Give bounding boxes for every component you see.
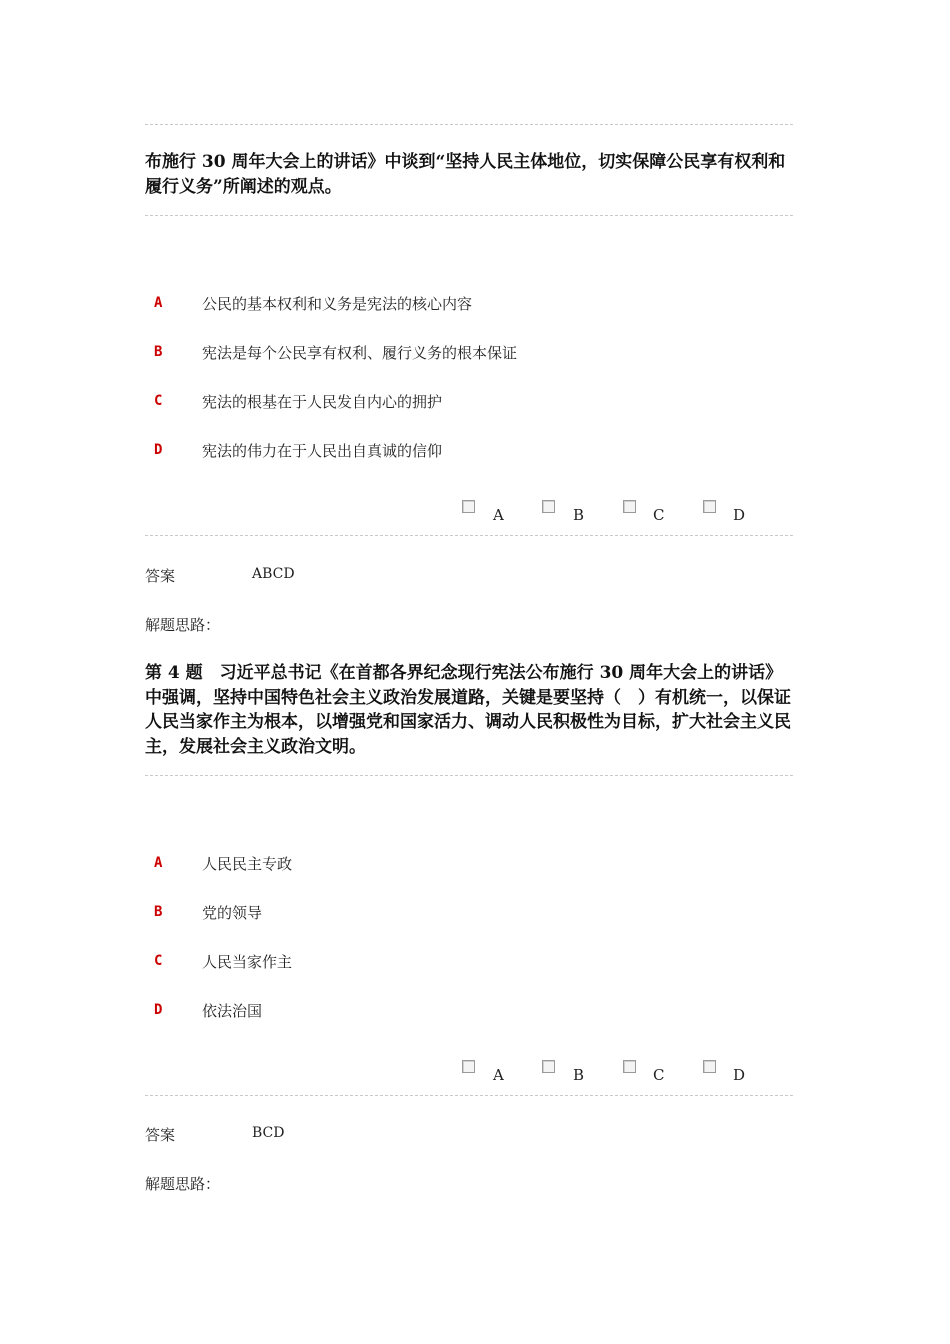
checkbox-label: A — [493, 1066, 504, 1084]
checkbox-c[interactable] — [623, 500, 636, 513]
checkbox-b[interactable] — [542, 1060, 555, 1073]
option-text: 依法治国 — [202, 1002, 263, 1020]
checkbox-b[interactable] — [542, 500, 555, 513]
checkbox-label: A — [493, 506, 504, 524]
answer-label: 答案 — [145, 1126, 176, 1144]
checkbox-label: B — [573, 506, 585, 524]
checkbox-label: C — [653, 506, 665, 524]
checkbox-c[interactable] — [623, 1060, 636, 1073]
option-letter: A — [154, 295, 163, 311]
option-letter: B — [154, 904, 163, 920]
checkbox-label: C — [653, 1066, 665, 1084]
option-letter: B — [154, 344, 163, 360]
answer-value: ABCD — [252, 566, 295, 582]
divider — [145, 535, 793, 536]
option-letter: D — [154, 1002, 163, 1018]
checkbox-a[interactable] — [462, 1060, 475, 1073]
checkbox-label: D — [733, 1066, 746, 1084]
answer-label: 答案 — [145, 567, 176, 585]
option-text: 人民当家作主 — [202, 953, 293, 971]
divider — [145, 215, 793, 216]
option-text: 人民民主专政 — [202, 855, 293, 873]
answer-value: BCD — [252, 1125, 285, 1141]
option-text: 公民的基本权利和义务是宪法的核心内容 — [202, 295, 473, 313]
checkbox-d[interactable] — [703, 500, 716, 513]
option-letter: A — [154, 855, 163, 871]
question-stem: 第 4 题 习近平总书记《在首都各界纪念现行宪法公布施行 30 周年大会上的讲话》中强调，坚持中国特色社会主义政治发展道路，关键是要坚持（ ）有机统一，以保证人民当家作主为根本，以增强党和国家活力、调动人民积极性为目标，扩大社会主义民主，发展社会主义政治文明。 — [145, 663, 791, 757]
option-text: 宪法是每个公民享有权利、履行义务的根本保证 — [202, 344, 518, 362]
checkbox-a[interactable] — [462, 500, 475, 513]
option-letter: C — [154, 393, 163, 409]
divider — [145, 1095, 793, 1096]
checkbox-label: B — [573, 1066, 585, 1084]
option-text: 宪法的根基在于人民发自内心的拥护 — [202, 393, 443, 411]
option-text: 党的领导 — [202, 904, 263, 922]
checkbox-label: D — [733, 506, 746, 524]
option-letter: C — [154, 953, 163, 969]
analysis-label: 解题思路： — [145, 1175, 221, 1193]
checkbox-d[interactable] — [703, 1060, 716, 1073]
question-stem: 布施行 30 周年大会上的讲话》中谈到“坚持人民主体地位，切实保障公民享有权利和履行义务”所阐述的观点。 — [145, 152, 786, 197]
divider — [145, 124, 793, 125]
option-letter: D — [154, 442, 163, 458]
analysis-label: 解题思路： — [145, 616, 221, 634]
option-text: 宪法的伟力在于人民出自真诚的信仰 — [202, 442, 443, 460]
divider — [145, 775, 793, 776]
